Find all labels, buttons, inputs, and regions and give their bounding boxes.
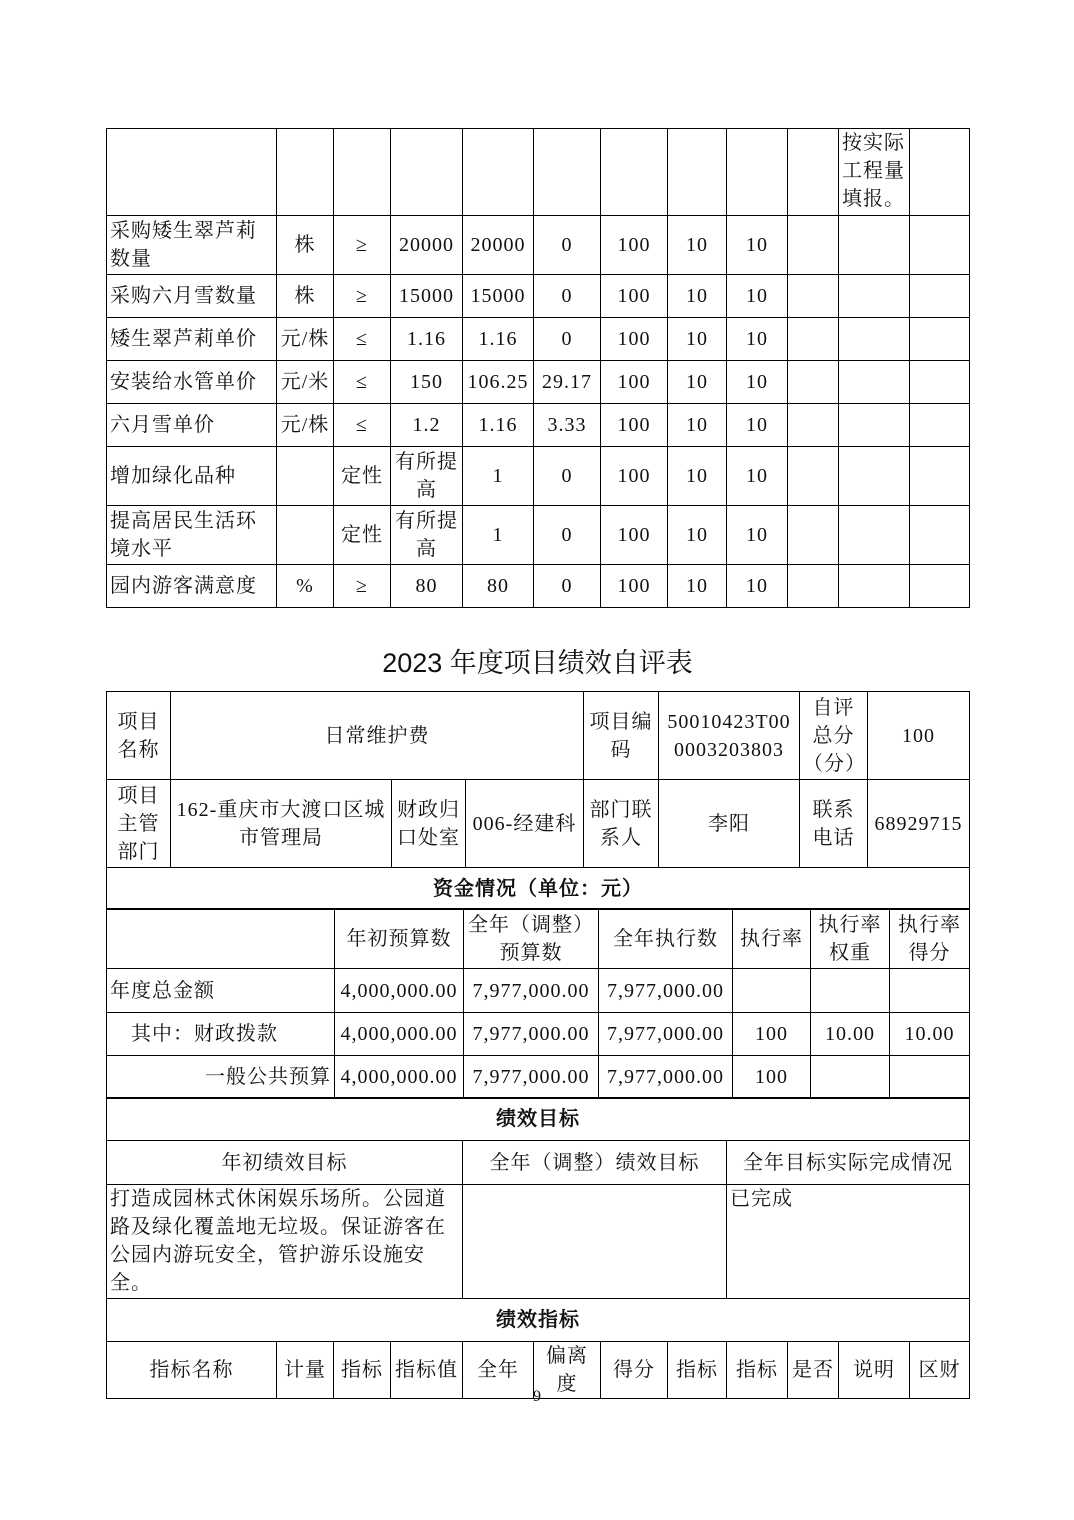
table-cell: 7,977,000.00 xyxy=(464,969,599,1013)
table-cell xyxy=(890,1056,970,1099)
table-row xyxy=(107,868,970,910)
table-cell: 10 xyxy=(727,404,788,447)
indicator-name-cell: 矮生翠芦莉单价 xyxy=(107,318,277,361)
table-cell: 80 xyxy=(391,565,463,608)
table-cell: 1 xyxy=(463,447,534,506)
table-row xyxy=(107,275,970,318)
goals-actual-text: 已完成 xyxy=(727,1185,970,1299)
goals-header-adjusted: 全年（调整）绩效目标 xyxy=(463,1141,727,1185)
project-name-label: 项目名称 xyxy=(107,692,171,780)
indicator-header-cell: 是否 xyxy=(788,1342,839,1399)
table-cell: 10 xyxy=(668,275,727,318)
table-row xyxy=(107,1056,970,1099)
page-number: 9 xyxy=(533,1388,541,1405)
table-row xyxy=(107,780,970,868)
table-cell: 1.16 xyxy=(463,404,534,447)
table-cell xyxy=(839,506,910,565)
contact-label: 部门联系人 xyxy=(584,780,659,868)
table-cell xyxy=(910,404,970,447)
indicator-header-cell: 偏离度 xyxy=(534,1342,601,1399)
table-cell: 20000 xyxy=(391,216,463,275)
table-cell xyxy=(839,565,910,608)
table-cell xyxy=(839,447,910,506)
indicator-header-cell: 说明 xyxy=(839,1342,910,1399)
table-cell xyxy=(788,216,839,275)
table-cell: 定性 xyxy=(334,447,391,506)
table-cell xyxy=(839,318,910,361)
office-label: 财政归口处室 xyxy=(392,780,466,868)
table-cell xyxy=(839,361,910,404)
indicator-header-cell: 指标名称 xyxy=(107,1342,277,1399)
funds-header-cell xyxy=(107,909,335,969)
table-cell: 7,977,000.00 xyxy=(464,1056,599,1099)
table-cell: 10 xyxy=(727,318,788,361)
table-cell: ≤ xyxy=(334,404,391,447)
table-cell: 元/株 xyxy=(277,318,334,361)
project-code-label: 项目编码 xyxy=(584,692,659,780)
funds-header-cell: 执行率 xyxy=(733,909,811,969)
table-cell: 0 xyxy=(534,275,601,318)
table-row xyxy=(107,447,970,506)
table-cell: 80 xyxy=(463,565,534,608)
funds-header-cell: 全年（调整）预算数 xyxy=(464,909,599,969)
goals-adjusted-text xyxy=(463,1185,727,1299)
table-row xyxy=(107,565,970,608)
table-cell xyxy=(277,447,334,506)
table-row xyxy=(107,1299,970,1342)
goals-header-initial: 年初绩效目标 xyxy=(107,1141,463,1185)
table-cell: 0 xyxy=(534,216,601,275)
table-cell: ≥ xyxy=(334,565,391,608)
indicator-header-cell: 指标 xyxy=(727,1342,788,1399)
table-cell xyxy=(839,275,910,318)
funds-row-label: 其中：财政拨款 xyxy=(107,1013,335,1056)
table-cell: 4,000,000.00 xyxy=(335,1013,464,1056)
table-cell xyxy=(839,404,910,447)
table-cell: 10 xyxy=(727,565,788,608)
table-cell xyxy=(788,506,839,565)
table-cell: 1.16 xyxy=(391,318,463,361)
table-cell xyxy=(890,969,970,1013)
table-cell xyxy=(910,565,970,608)
funds-header-cell: 执行率得分 xyxy=(890,909,970,969)
table-cell: 20000 xyxy=(463,216,534,275)
table-row xyxy=(107,692,970,780)
table-cell: 0 xyxy=(534,318,601,361)
table-row xyxy=(107,1141,970,1185)
table-cell: 7,977,000.00 xyxy=(464,1013,599,1056)
table-cell xyxy=(811,969,890,1013)
table-cell: 元/株 xyxy=(277,404,334,447)
indicator-header-cell: 指标 xyxy=(668,1342,727,1399)
indicator-table-continued xyxy=(106,128,970,608)
table-cell xyxy=(910,318,970,361)
table-cell: 1.2 xyxy=(391,404,463,447)
table-cell: 10 xyxy=(668,447,727,506)
table-cell: 106.25 xyxy=(463,361,534,404)
contact-value: 李阳 xyxy=(659,780,800,868)
table-cell: 100 xyxy=(601,275,668,318)
table-cell: 10 xyxy=(727,506,788,565)
indicator-name-cell: 采购矮生翠芦莉数量 xyxy=(107,216,277,275)
dept-value: 162-重庆市大渡口区城市管理局 xyxy=(171,780,392,868)
table-cell: 4,000,000.00 xyxy=(335,969,464,1013)
indicator-name-cell: 增加绿化品种 xyxy=(107,447,277,506)
indicator-name-cell: 采购六月雪数量 xyxy=(107,275,277,318)
table-cell xyxy=(788,318,839,361)
table-row xyxy=(107,506,970,565)
self-score-label: 自评总分（分） xyxy=(800,692,868,780)
table-cell xyxy=(788,565,839,608)
funds-table xyxy=(106,908,970,1099)
table-cell: 10 xyxy=(668,318,727,361)
table-cell: 1 xyxy=(463,506,534,565)
table-cell: % xyxy=(277,565,334,608)
table-cell: 100 xyxy=(601,216,668,275)
table-cell: 0 xyxy=(534,447,601,506)
table-cell: 100 xyxy=(601,361,668,404)
table-cell: 100 xyxy=(601,318,668,361)
table-cell: 7,977,000.00 xyxy=(599,1013,733,1056)
table-cell: 10 xyxy=(668,361,727,404)
table-row xyxy=(107,318,970,361)
table-cell: 4,000,000.00 xyxy=(335,1056,464,1099)
table-row xyxy=(107,969,970,1013)
table-cell: 株 xyxy=(277,275,334,318)
table-cell xyxy=(788,275,839,318)
table-cell xyxy=(277,506,334,565)
table-row xyxy=(107,361,970,404)
table-cell xyxy=(788,447,839,506)
table-cell: 100 xyxy=(601,506,668,565)
funds-header-cell: 执行率权重 xyxy=(811,909,890,969)
project-info-table xyxy=(106,691,970,910)
table-cell: 100 xyxy=(601,565,668,608)
table-cell: 7,977,000.00 xyxy=(599,969,733,1013)
table-cell xyxy=(811,1056,890,1099)
table-cell xyxy=(733,969,811,1013)
table-cell: 100 xyxy=(601,447,668,506)
table-cell: ≤ xyxy=(334,318,391,361)
table-row xyxy=(107,1185,970,1299)
indicator-header-cell: 指标 xyxy=(334,1342,391,1399)
goals-header-actual: 全年目标实际完成情况 xyxy=(727,1141,970,1185)
table-cell: 10 xyxy=(727,275,788,318)
table-cell: 有所提高 xyxy=(391,447,463,506)
indicator-name-cell: 六月雪单价 xyxy=(107,404,277,447)
table-cell xyxy=(839,216,910,275)
table-row xyxy=(107,1098,970,1141)
indicator-header-cell: 得分 xyxy=(601,1342,668,1399)
funds-row-label: 一般公共预算 xyxy=(107,1056,335,1099)
table-cell: 有所提高 xyxy=(391,506,463,565)
table-row xyxy=(107,404,970,447)
self-score-value: 100 xyxy=(868,692,970,780)
goals-section-title: 绩效目标 xyxy=(107,1098,970,1141)
page-title: 2023 年度项目绩效自评表 xyxy=(382,648,693,678)
funds-section-title: 资金情况（单位：元） xyxy=(107,868,970,910)
table-cell: 0 xyxy=(534,506,601,565)
table-cell: 15000 xyxy=(391,275,463,318)
table-cell: 100 xyxy=(733,1056,811,1099)
table-cell: 100 xyxy=(733,1013,811,1056)
phone-value: 68929715 xyxy=(868,780,970,868)
table-cell: 10 xyxy=(727,216,788,275)
phone-label: 联系电话 xyxy=(800,780,868,868)
table-cell: 10 xyxy=(668,565,727,608)
table-cell: 29.17 xyxy=(534,361,601,404)
dept-label: 项目主管部门 xyxy=(107,780,171,868)
table-cell: 10.00 xyxy=(811,1013,890,1056)
indicator-header-cell: 计量 xyxy=(277,1342,334,1399)
table-cell: 1.16 xyxy=(463,318,534,361)
table-cell: 10 xyxy=(668,216,727,275)
table-cell: 定性 xyxy=(334,506,391,565)
funds-header-cell: 年初预算数 xyxy=(335,909,464,969)
table-cell: 元/米 xyxy=(277,361,334,404)
indicator-name-cell: 安装给水管单价 xyxy=(107,361,277,404)
funds-header-cell: 全年执行数 xyxy=(599,909,733,969)
table-cell: 株 xyxy=(277,216,334,275)
funds-row-label: 年度总金额 xyxy=(107,969,335,1013)
table-cell xyxy=(910,447,970,506)
table-cell: 10 xyxy=(668,506,727,565)
table-cell xyxy=(910,361,970,404)
table-row xyxy=(107,129,970,216)
indicator-header-cell: 区财 xyxy=(910,1342,970,1399)
table-cell xyxy=(910,506,970,565)
table-cell: ≥ xyxy=(334,216,391,275)
project-name-value: 日常维护费 xyxy=(171,692,584,780)
table-cell: 10.00 xyxy=(890,1013,970,1056)
table-cell: 10 xyxy=(727,361,788,404)
table-cell: 0 xyxy=(534,565,601,608)
table-cell xyxy=(788,404,839,447)
project-code-value: 50010423T000003203803 xyxy=(659,692,800,780)
table-cell: 150 xyxy=(391,361,463,404)
indicator-header-cell: 全年 xyxy=(463,1342,534,1399)
table-cell xyxy=(788,361,839,404)
table-cell: 10 xyxy=(668,404,727,447)
indicators-section-title: 绩效指标 xyxy=(107,1299,970,1342)
table-cell: ≥ xyxy=(334,275,391,318)
indicator-name-cell: 园内游客满意度 xyxy=(107,565,277,608)
table-cell xyxy=(910,216,970,275)
goals-initial-text: 打造成园林式休闲娱乐场所。公园道路及绿化覆盖地无垃圾。保证游客在公园内游玩安全，管护游乐设施安全。 xyxy=(107,1185,463,1299)
table-cell xyxy=(910,275,970,318)
table-cell: 3.33 xyxy=(534,404,601,447)
note-cell: 按实际工程量填报。 xyxy=(839,129,910,216)
table-cell: 100 xyxy=(601,404,668,447)
indicator-name-cell: 提高居民生活环境水平 xyxy=(107,506,277,565)
table-cell: 7,977,000.00 xyxy=(599,1056,733,1099)
goals-table xyxy=(106,1097,970,1399)
table-cell: ≤ xyxy=(334,361,391,404)
table-cell: 10 xyxy=(727,447,788,506)
table-row xyxy=(107,216,970,275)
table-cell: 15000 xyxy=(463,275,534,318)
office-value: 006-经建科 xyxy=(466,780,584,868)
funds-header-row xyxy=(107,909,970,969)
table-row xyxy=(107,1013,970,1056)
indicator-header-cell: 指标值 xyxy=(391,1342,463,1399)
